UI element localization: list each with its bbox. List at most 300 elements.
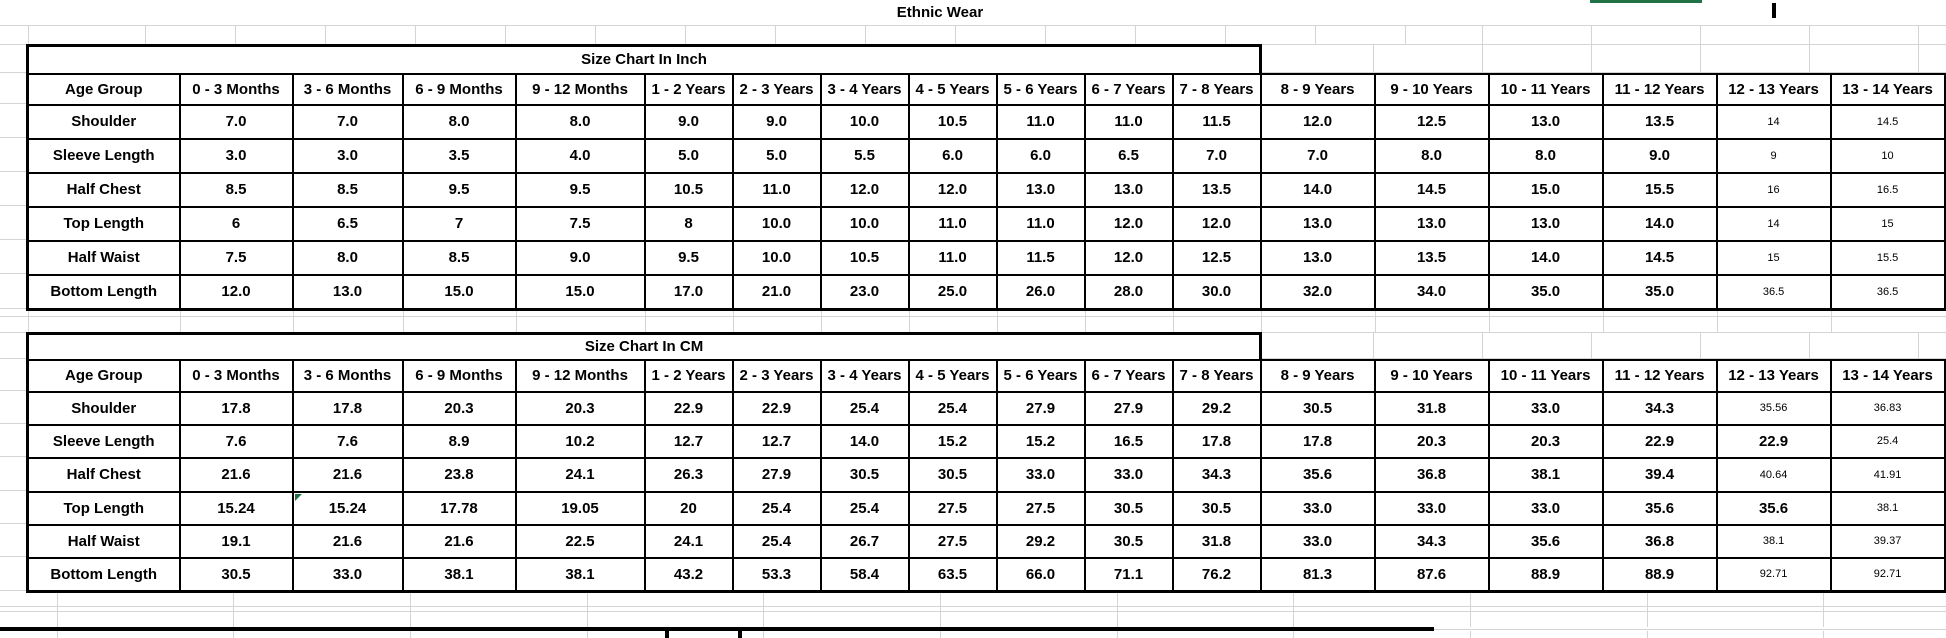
cell[interactable]: 8.0 [516, 105, 645, 139]
cell[interactable]: 12.5 [1173, 241, 1261, 275]
cell[interactable]: 33.0 [1489, 392, 1603, 425]
column-header[interactable]: 12 - 13 Years [1717, 360, 1831, 392]
cell[interactable]: 39.37 [1831, 525, 1945, 558]
cell[interactable]: 38.1 [1717, 525, 1831, 558]
cell[interactable]: 29.2 [997, 525, 1085, 558]
cell[interactable]: 34.3 [1603, 392, 1717, 425]
cell[interactable]: 58.4 [821, 558, 909, 592]
cell[interactable]: 11.0 [909, 241, 997, 275]
gridline [955, 25, 956, 44]
cell[interactable]: 13.0 [293, 275, 403, 310]
column-header[interactable]: 9 - 10 Years [1375, 360, 1489, 392]
cell[interactable]: 13.0 [1261, 207, 1375, 241]
cell[interactable]: 17.8 [180, 392, 293, 425]
cell[interactable]: 35.0 [1489, 275, 1603, 310]
gridline [516, 309, 517, 332]
column-header[interactable]: 3 - 6 Months [293, 74, 403, 105]
row-label[interactable]: Half Chest [28, 173, 180, 207]
cell[interactable]: 63.5 [909, 558, 997, 592]
cell[interactable]: 27.9 [1085, 392, 1173, 425]
cell[interactable]: 13.0 [1375, 207, 1489, 241]
cell[interactable]: 38.1 [516, 558, 645, 592]
cell[interactable]: 15.24 [180, 492, 293, 525]
cell[interactable]: 12.0 [1261, 105, 1375, 139]
cell[interactable]: 11.5 [1173, 105, 1261, 139]
cell[interactable]: 8.9 [403, 425, 516, 458]
cell[interactable]: 81.3 [1261, 558, 1375, 592]
bottom-thick-border-line [0, 627, 1434, 631]
table-row [28, 425, 1945, 458]
cell[interactable]: 15.5 [1831, 241, 1945, 275]
table-row [28, 241, 1945, 275]
cell[interactable]: 88.9 [1603, 558, 1717, 592]
cell[interactable]: 23.0 [821, 275, 909, 310]
cell[interactable]: 36.8 [1603, 525, 1717, 558]
cell[interactable]: 13.0 [997, 173, 1085, 207]
cell[interactable]: 11.5 [997, 241, 1085, 275]
cell[interactable]: 10.5 [821, 241, 909, 275]
table-row [28, 458, 1945, 492]
column-header[interactable]: 6 - 7 Years [1085, 74, 1173, 105]
cell[interactable]: 29.2 [1173, 392, 1261, 425]
column-header[interactable]: 3 - 6 Months [293, 360, 403, 392]
cell[interactable]: 5.0 [733, 139, 821, 173]
cell[interactable]: 10.0 [733, 241, 821, 275]
column-header[interactable]: 0 - 3 Months [180, 360, 293, 392]
cell[interactable]: 23.8 [403, 458, 516, 492]
column-header[interactable]: 13 - 14 Years [1831, 360, 1945, 392]
cell[interactable]: 24.1 [516, 458, 645, 492]
cell[interactable]: 35.6 [1603, 492, 1717, 525]
cell[interactable]: 87.6 [1375, 558, 1489, 592]
cell[interactable]: 3.0 [293, 139, 403, 173]
cell[interactable]: 35.0 [1603, 275, 1717, 310]
gridline [1831, 309, 1832, 332]
row-label[interactable]: Top Length [28, 207, 180, 241]
cell[interactable]: 10.2 [516, 425, 645, 458]
gridline [410, 631, 411, 638]
bottom-border-mark-right [738, 631, 742, 638]
cell[interactable]: 35.6 [1489, 525, 1603, 558]
cell[interactable]: 17.8 [293, 392, 403, 425]
column-header[interactable]: 13 - 14 Years [1831, 74, 1945, 105]
cell[interactable]: 7.0 [1173, 139, 1261, 173]
cell[interactable]: 14.5 [1831, 105, 1945, 139]
cell[interactable]: 10.5 [909, 105, 997, 139]
column-header[interactable]: 11 - 12 Years [1603, 74, 1717, 105]
cell[interactable]: 15.2 [997, 425, 1085, 458]
cell[interactable]: 16.5 [1831, 173, 1945, 207]
gridline [997, 309, 998, 332]
column-header[interactable]: 10 - 11 Years [1489, 360, 1603, 392]
cell[interactable]: 7.5 [180, 241, 293, 275]
cell[interactable]: 39.4 [1603, 458, 1717, 492]
row-label[interactable]: Shoulder [28, 392, 180, 425]
cell[interactable]: 30.5 [821, 458, 909, 492]
gridline [1470, 631, 1471, 638]
cell[interactable]: 10 [1831, 139, 1945, 173]
cell[interactable]: 25.4 [909, 392, 997, 425]
cell[interactable]: 22.9 [1717, 425, 1831, 458]
cell[interactable]: 36.83 [1831, 392, 1945, 425]
column-header[interactable]: 4 - 5 Years [909, 360, 997, 392]
cell[interactable]: 15.0 [403, 275, 516, 310]
cell[interactable]: 8.5 [180, 173, 293, 207]
gridline [1405, 25, 1406, 44]
cell[interactable]: 12.0 [1173, 207, 1261, 241]
row-label[interactable]: Shoulder [28, 105, 180, 139]
column-header[interactable]: 7 - 8 Years [1173, 360, 1261, 392]
row-label[interactable]: Half Waist [28, 241, 180, 275]
cell[interactable]: 92.71 [1717, 558, 1831, 592]
cell[interactable]: 6 [180, 207, 293, 241]
cell[interactable]: 7.0 [293, 105, 403, 139]
cell[interactable]: 12.7 [733, 425, 821, 458]
cell[interactable]: 40.64 [1717, 458, 1831, 492]
column-header[interactable]: 1 - 2 Years [645, 74, 733, 105]
gridline [1647, 631, 1648, 638]
cell[interactable]: 20.3 [1489, 425, 1603, 458]
cell[interactable]: 9 [1717, 139, 1831, 173]
cell[interactable]: 16 [1717, 173, 1831, 207]
gridline [57, 631, 58, 638]
cell[interactable]: 33.0 [1261, 525, 1375, 558]
cell[interactable]: 8 [645, 207, 733, 241]
column-header[interactable]: 1 - 2 Years [645, 360, 733, 392]
cell[interactable]: 12.0 [180, 275, 293, 310]
cell[interactable]: 10.0 [733, 207, 821, 241]
gridline [587, 590, 588, 627]
cell[interactable]: 22.9 [645, 392, 733, 425]
gridline [1809, 25, 1810, 44]
cell[interactable]: 30.0 [1173, 275, 1261, 310]
cell[interactable]: 8.0 [1375, 139, 1489, 173]
cell[interactable]: 7.5 [516, 207, 645, 241]
cell[interactable]: 15.2 [909, 425, 997, 458]
cell[interactable]: 22.9 [1603, 425, 1717, 458]
cell[interactable]: 34.3 [1173, 458, 1261, 492]
cell[interactable]: 36.5 [1717, 275, 1831, 310]
cell[interactable]: 14.0 [1489, 241, 1603, 275]
gridline [1135, 25, 1136, 44]
row-label[interactable]: Top Length [28, 492, 180, 525]
cell[interactable]: 71.1 [1085, 558, 1173, 592]
cell[interactable]: 13.5 [1375, 241, 1489, 275]
cell[interactable]: 13.0 [1261, 241, 1375, 275]
cell[interactable]: 7.0 [180, 105, 293, 139]
gridline [1823, 631, 1824, 638]
cell[interactable]: 14.5 [1603, 241, 1717, 275]
column-header[interactable]: 10 - 11 Years [1489, 74, 1603, 105]
cell[interactable]: 25.4 [1831, 425, 1945, 458]
cell[interactable]: 7.0 [1261, 139, 1375, 173]
cell[interactable]: 13.5 [1173, 173, 1261, 207]
cell[interactable]: 6.5 [293, 207, 403, 241]
gridline [763, 590, 764, 627]
table-row [28, 275, 1945, 310]
column-header[interactable]: 8 - 9 Years [1261, 74, 1375, 105]
cell[interactable]: 12.7 [645, 425, 733, 458]
cell[interactable]: 76.2 [1173, 558, 1261, 592]
table-caption[interactable]: Size Chart In CM [28, 334, 1261, 360]
cell[interactable]: 12.5 [1375, 105, 1489, 139]
caption-spacer [1261, 334, 1945, 360]
row-label[interactable]: Bottom Length [28, 275, 180, 310]
column-header[interactable]: 7 - 8 Years [1173, 74, 1261, 105]
table-row [28, 525, 1945, 558]
cell[interactable]: 15.0 [516, 275, 645, 310]
cell[interactable]: 41.91 [1831, 458, 1945, 492]
cell[interactable]: 9.0 [733, 105, 821, 139]
cell[interactable]: 36.5 [1831, 275, 1945, 310]
gridline [1315, 25, 1316, 44]
cell[interactable]: 7.6 [293, 425, 403, 458]
column-header[interactable]: 6 - 7 Years [1085, 360, 1173, 392]
cell[interactable]: 14.0 [1603, 207, 1717, 241]
cell[interactable]: 33.0 [1085, 458, 1173, 492]
cell[interactable]: 5.5 [821, 139, 909, 173]
column-header[interactable]: 8 - 9 Years [1261, 360, 1375, 392]
cell[interactable]: 8.5 [293, 173, 403, 207]
cell[interactable]: 27.9 [997, 392, 1085, 425]
cell[interactable]: 9.0 [516, 241, 645, 275]
gridline [909, 309, 910, 332]
cell[interactable]: 22.5 [516, 525, 645, 558]
cell[interactable]: 10.0 [821, 207, 909, 241]
cell[interactable]: 26.3 [645, 458, 733, 492]
cell[interactable]: 13.0 [1489, 207, 1603, 241]
cell[interactable]: 27.9 [733, 458, 821, 492]
gridline [1470, 590, 1471, 627]
cell[interactable]: 33.0 [1489, 492, 1603, 525]
green-accent-bar [1590, 0, 1702, 3]
table-row [28, 139, 1945, 173]
cell[interactable]: 35.6 [1717, 492, 1831, 525]
gridline [180, 309, 181, 332]
column-header[interactable]: 9 - 10 Years [1375, 74, 1489, 105]
cell[interactable]: 4.0 [516, 139, 645, 173]
cell[interactable]: 14.0 [1261, 173, 1375, 207]
column-header[interactable]: 11 - 12 Years [1603, 360, 1717, 392]
table-caption[interactable]: Size Chart In Inch [28, 46, 1261, 74]
column-header[interactable]: 0 - 3 Months [180, 74, 293, 105]
column-header[interactable]: 5 - 6 Years [997, 74, 1085, 105]
cell[interactable]: 30.5 [1085, 525, 1173, 558]
cell[interactable]: 88.9 [1489, 558, 1603, 592]
cell[interactable]: 11.0 [997, 105, 1085, 139]
cell[interactable]: 92.71 [1831, 558, 1945, 592]
cell[interactable]: 38.1 [1831, 492, 1945, 525]
cell[interactable]: 14 [1717, 207, 1831, 241]
cell[interactable]: 6.5 [1085, 139, 1173, 173]
cell[interactable]: 15 [1717, 241, 1831, 275]
cell[interactable]: 21.6 [180, 458, 293, 492]
cell[interactable]: 53.3 [733, 558, 821, 592]
cell[interactable]: 11.0 [1085, 105, 1173, 139]
cell[interactable]: 38.1 [1489, 458, 1603, 492]
cell[interactable]: 32.0 [1261, 275, 1375, 310]
cell[interactable]: 43.2 [645, 558, 733, 592]
cell[interactable]: 12.0 [909, 173, 997, 207]
caption-spacer [1261, 46, 1945, 74]
cell[interactable]: 31.8 [1375, 392, 1489, 425]
cell[interactable]: 12.0 [1085, 241, 1173, 275]
cell[interactable]: 30.5 [1173, 492, 1261, 525]
gridline [0, 606, 1946, 607]
column-header[interactable]: 2 - 3 Years [733, 74, 821, 105]
cell[interactable]: 20.3 [1375, 425, 1489, 458]
cell[interactable]: 21.6 [403, 525, 516, 558]
cell[interactable]: 9.5 [403, 173, 516, 207]
row-label[interactable]: Half Waist [28, 525, 180, 558]
cell[interactable]: 27.5 [909, 492, 997, 525]
cell[interactable]: 12.0 [821, 173, 909, 207]
cell[interactable]: 8.5 [403, 241, 516, 275]
column-header[interactable]: 2 - 3 Years [733, 360, 821, 392]
cell[interactable]: 17.0 [645, 275, 733, 310]
cell[interactable]: 16.5 [1085, 425, 1173, 458]
cell[interactable]: 36.8 [1375, 458, 1489, 492]
gridline [325, 25, 326, 44]
cell[interactable]: 33.0 [1375, 492, 1489, 525]
cell[interactable]: 21.6 [293, 525, 403, 558]
row-label[interactable]: Sleeve Length [28, 425, 180, 458]
gridline [1225, 25, 1226, 44]
cell[interactable]: 9.0 [645, 105, 733, 139]
cell[interactable]: 33.0 [1261, 492, 1375, 525]
cell[interactable]: 12.0 [1085, 207, 1173, 241]
gridline [1700, 25, 1701, 44]
cell[interactable]: 7 [403, 207, 516, 241]
cell[interactable]: 33.0 [293, 558, 403, 592]
table-row [28, 173, 1945, 207]
cell[interactable]: 35.56 [1717, 392, 1831, 425]
cell[interactable]: 31.8 [1173, 525, 1261, 558]
cell[interactable]: 27.5 [909, 525, 997, 558]
cell[interactable]: 24.1 [645, 525, 733, 558]
table-row [28, 207, 1945, 241]
cell[interactable]: 17.78 [403, 492, 516, 525]
cell[interactable]: 15.0 [1489, 173, 1603, 207]
cell[interactable]: 7.6 [180, 425, 293, 458]
cell[interactable]: 25.0 [909, 275, 997, 310]
cell[interactable]: 14.5 [1375, 173, 1489, 207]
cell[interactable]: 14.0 [821, 425, 909, 458]
gridline [1293, 631, 1294, 638]
cell[interactable]: 20.3 [403, 392, 516, 425]
cell[interactable]: 28.0 [1085, 275, 1173, 310]
cell[interactable]: 8.0 [293, 241, 403, 275]
column-header[interactable]: 3 - 4 Years [821, 74, 909, 105]
cell[interactable]: 21.6 [293, 458, 403, 492]
table-row [28, 492, 1945, 525]
cell[interactable]: 10.0 [821, 105, 909, 139]
column-header[interactable]: 6 - 9 Months [403, 74, 516, 105]
cell[interactable]: 30.5 [1261, 392, 1375, 425]
cell[interactable]: 6.0 [909, 139, 997, 173]
cell[interactable]: 11.0 [909, 207, 997, 241]
cell[interactable]: 26.7 [821, 525, 909, 558]
cell[interactable]: 33.0 [997, 458, 1085, 492]
sheet-title[interactable]: Ethnic Wear [896, 4, 984, 21]
cell[interactable]: 11.0 [997, 207, 1085, 241]
column-header[interactable]: 3 - 4 Years [821, 360, 909, 392]
cell[interactable]: 15.24 [293, 492, 403, 525]
cell[interactable]: 13.0 [1085, 173, 1173, 207]
row-label[interactable]: Bottom Length [28, 558, 180, 592]
size-chart-table [26, 44, 1946, 311]
column-header[interactable]: Age Group [28, 74, 180, 105]
gridline [293, 309, 294, 332]
cell[interactable]: 25.4 [733, 525, 821, 558]
cell[interactable]: 26.0 [997, 275, 1085, 310]
cell[interactable]: 5.0 [645, 139, 733, 173]
cell[interactable]: 17.8 [1261, 425, 1375, 458]
cell[interactable]: 30.5 [1085, 492, 1173, 525]
cell[interactable]: 25.4 [821, 492, 909, 525]
cell[interactable]: 19.1 [180, 525, 293, 558]
cell[interactable]: 17.8 [1173, 425, 1261, 458]
cell[interactable]: 13.5 [1603, 105, 1717, 139]
column-header[interactable]: 12 - 13 Years [1717, 74, 1831, 105]
cell[interactable]: 10.5 [645, 173, 733, 207]
cell[interactable]: 13.0 [1489, 105, 1603, 139]
cell[interactable]: 20.3 [516, 392, 645, 425]
cell[interactable]: 66.0 [997, 558, 1085, 592]
cell[interactable]: 9.0 [1603, 139, 1717, 173]
cell[interactable]: 34.0 [1375, 275, 1489, 310]
cell[interactable]: 15 [1831, 207, 1945, 241]
column-header[interactable]: 4 - 5 Years [909, 74, 997, 105]
cell[interactable]: 19.05 [516, 492, 645, 525]
cell[interactable]: 8.0 [403, 105, 516, 139]
cell[interactable]: 3.5 [403, 139, 516, 173]
row-label[interactable]: Half Chest [28, 458, 180, 492]
cell[interactable]: 11.0 [733, 173, 821, 207]
column-header[interactable]: Age Group [28, 360, 180, 392]
cell[interactable]: 9.5 [516, 173, 645, 207]
cell[interactable]: 3.0 [180, 139, 293, 173]
gridline [595, 25, 596, 44]
cell[interactable]: 30.5 [909, 458, 997, 492]
cell[interactable]: 6.0 [997, 139, 1085, 173]
cell[interactable]: 21.0 [733, 275, 821, 310]
cell[interactable]: 38.1 [403, 558, 516, 592]
cell[interactable]: 25.4 [821, 392, 909, 425]
bottom-border-mark-left [665, 631, 669, 638]
column-header[interactable]: 9 - 12 Months [516, 360, 645, 392]
cell[interactable]: 35.6 [1261, 458, 1375, 492]
gridline [775, 25, 776, 44]
column-header[interactable]: 5 - 6 Years [997, 360, 1085, 392]
cell[interactable]: 14 [1717, 105, 1831, 139]
cell[interactable]: 34.3 [1375, 525, 1489, 558]
row-label[interactable]: Sleeve Length [28, 139, 180, 173]
cell[interactable]: 25.4 [733, 492, 821, 525]
cell[interactable]: 30.5 [180, 558, 293, 592]
cell[interactable]: 20 [645, 492, 733, 525]
cell[interactable]: 9.5 [645, 241, 733, 275]
cell[interactable]: 27.5 [997, 492, 1085, 525]
gridline [587, 631, 588, 638]
gridline [505, 25, 506, 44]
cell[interactable]: 15.5 [1603, 173, 1717, 207]
cell[interactable]: 8.0 [1489, 139, 1603, 173]
column-header[interactable]: 6 - 9 Months [403, 360, 516, 392]
cell[interactable]: 22.9 [733, 392, 821, 425]
column-header[interactable]: 9 - 12 Months [516, 74, 645, 105]
gridline [1489, 309, 1490, 332]
